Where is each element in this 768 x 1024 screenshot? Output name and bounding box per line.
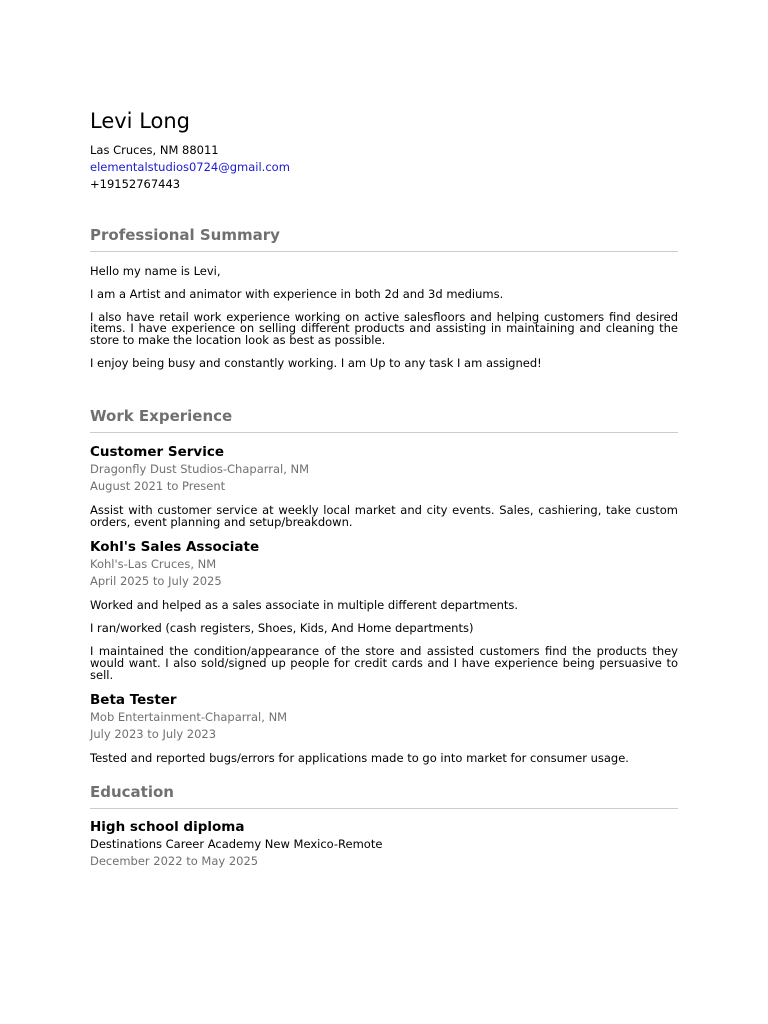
job-company: Kohl's-Las Cruces, NM	[90, 556, 217, 571]
email-link[interactable]: elementalstudios0724@gmail.com	[90, 160, 290, 174]
resume-content	[90, 108, 678, 870]
education-degree: High school diploma	[90, 818, 245, 835]
summary-paragraph: Hello my name is Levi,	[90, 264, 221, 278]
section-divider	[90, 251, 678, 252]
job-description	[90, 752, 678, 764]
section-title-work: Work Experience	[90, 406, 233, 425]
job-description-paragraph: Worked and helped as a sales associate in multiple different departments.	[90, 597, 519, 612]
job-description	[90, 599, 678, 681]
job-description-paragraph: I ran/worked (cash registers, Shoes, Kids, And Home departments)	[90, 620, 474, 635]
job-title: Kohl's Sales Associate	[90, 538, 260, 555]
job-description	[90, 504, 678, 528]
job-description-paragraph: Tested and reported bugs/errors for applications made to go into market for consumer usage.	[90, 750, 629, 765]
summary-paragraph: I enjoy being busy and constantly working. I am Up to any task I am assigned!	[90, 355, 542, 370]
job-title: Beta Tester	[90, 691, 177, 708]
work-experience-section	[90, 406, 678, 764]
job-company: Dragonfly Dust Studios-Chaparral, NM	[90, 461, 310, 476]
summary-paragraph: I also have retail work experience working on active salesfloors and helping customers find desired items. I have experience on selling different products and assisting in maintaining and cleaning the store to make the location look as best as possible.	[90, 309, 678, 348]
job-company: Mob Entertainment-Chaparral, NM	[90, 709, 288, 724]
job-dates: July 2023 to July 2023	[90, 726, 217, 741]
summary-body	[90, 266, 678, 370]
section-title-education: Education	[90, 782, 174, 801]
job-entry	[90, 539, 678, 681]
job-description-paragraph: I maintained the condition/appearance of the store and assisted customers find the products they would want. I also sold/signed up people for credit cards and I have experience being persuasive to sell.	[90, 643, 678, 682]
location: Las Cruces, NM 88011	[90, 143, 219, 157]
job-entry	[90, 692, 678, 764]
contact-info	[90, 142, 678, 193]
phone-number: +19152767443	[90, 177, 181, 191]
candidate-name: Levi Long	[90, 109, 191, 133]
section-title-summary: Professional Summary	[90, 226, 280, 244]
job-entry	[90, 444, 678, 528]
professional-summary-section	[90, 225, 678, 370]
education-school: Destinations Career Academy New Mexico-Remote	[90, 836, 383, 851]
job-title: Customer Service	[90, 443, 224, 460]
summary-paragraph: I am a Artist and animator with experience in both 2d and 3d mediums.	[90, 286, 504, 301]
education-entry	[90, 819, 678, 870]
job-dates: April 2025 to July 2025	[90, 573, 222, 588]
job-dates: August 2021 to Present	[90, 478, 226, 493]
education-section	[90, 782, 678, 870]
job-description-paragraph: Assist with customer service at weekly local market and city events. Sales, cashiering, take custom orders, event planning and setup/breakdown.	[90, 502, 678, 529]
education-dates: December 2022 to May 2025	[90, 853, 259, 868]
section-divider	[90, 808, 678, 809]
section-divider	[90, 432, 678, 433]
